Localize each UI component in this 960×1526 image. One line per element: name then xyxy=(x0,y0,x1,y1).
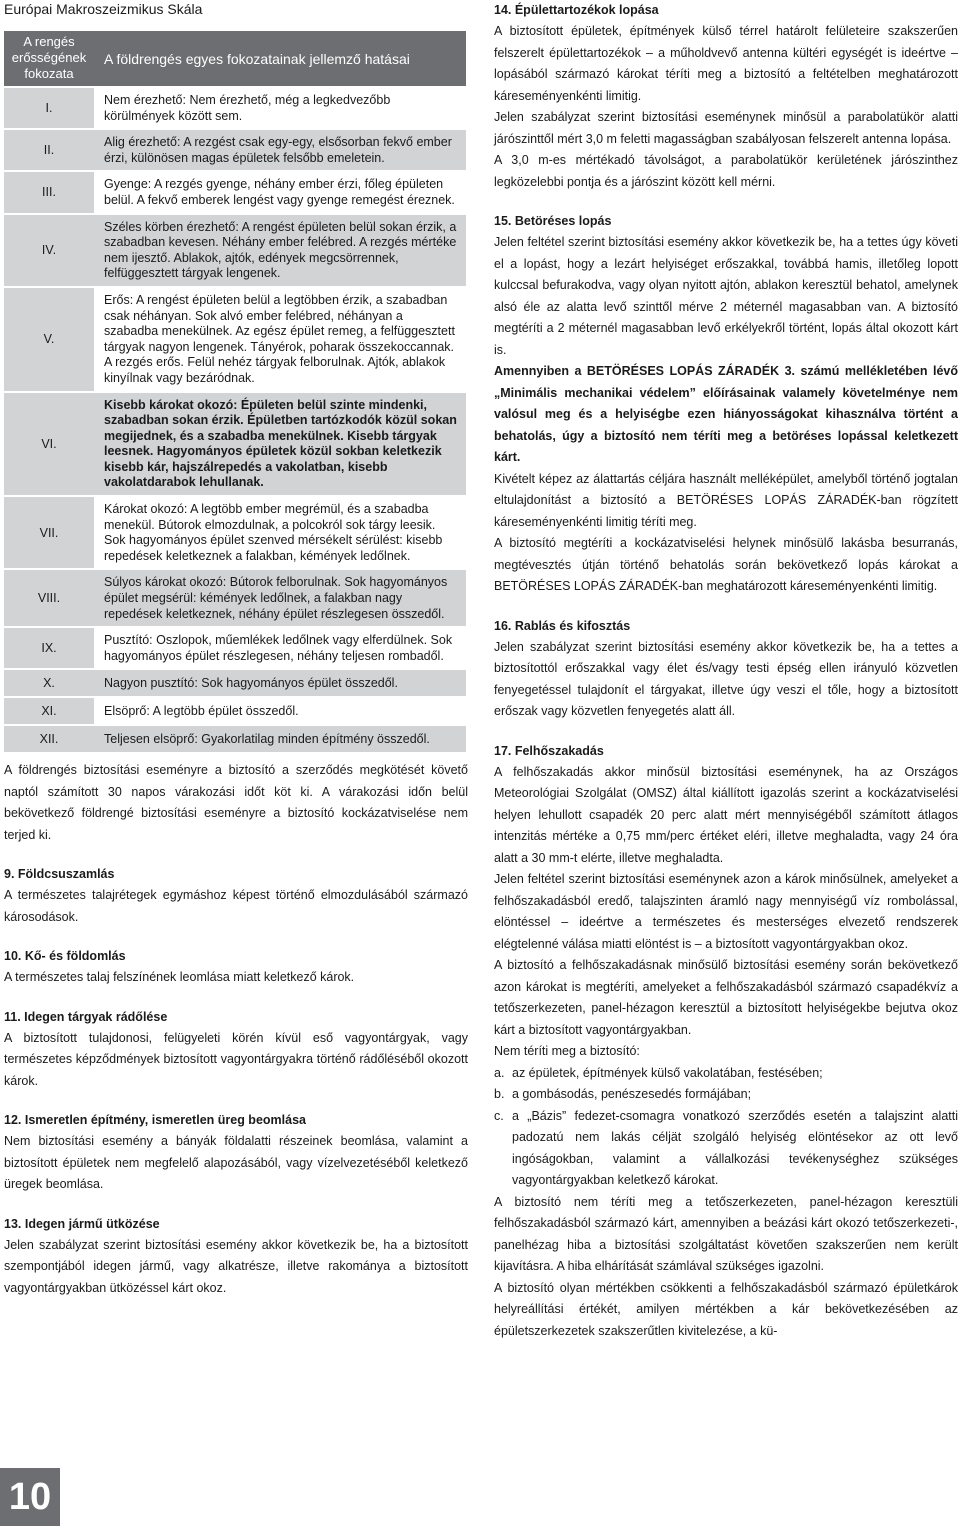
degree-cell: I. xyxy=(4,86,94,128)
section-title: 16. Rablás és kifosztás xyxy=(494,618,631,633)
section-11 xyxy=(4,1007,468,1093)
degree-cell: VI. xyxy=(4,391,94,496)
section-text: Jelen szabályzat szerint biztosítási esemény akkor következik be, ha a biztosított szempontjából idegen jármű, vagy alkatrésze, illetve rakománya a biztosított vagyontárgyakban ütközéssel kárt okoz. xyxy=(4,1237,468,1295)
paragraph: Nem téríti meg a biztosító: xyxy=(494,1044,640,1058)
section-title: 9. Földcsuszamlás xyxy=(4,867,115,882)
effect-cell: Teljesen elsöprő: Gyakorlatilag minden építmény összedől. xyxy=(94,724,466,752)
section-13 xyxy=(4,1214,468,1300)
section-title: 13. Idegen jármű ütközése xyxy=(4,1216,160,1231)
list-item xyxy=(494,1063,958,1085)
list-item xyxy=(494,1106,958,1192)
list-marker: b. xyxy=(494,1087,505,1101)
section-text: A természetes talajrétegek egymáshoz képest történő elmozdulásából származó károsodások. xyxy=(4,888,468,924)
effect-cell: Széles körben érezhető: A rengést épületen belül sokan érzik, a szabadban kevesen. Néhány ember felébred. A rezgés mértéke nem ijesztő. Ablakok, ajtók, edények megcsörrennek, felfüggesztett tárgyak lengenek. xyxy=(94,213,466,286)
right-column xyxy=(494,0,958,1342)
degree-cell: XI. xyxy=(4,696,94,724)
effect-cell: Gyenge: A rezgés gyenge, néhány ember érzi, főleg épületen belül. A fekvő emberek lengést vagy gyenge remegést éreznek. xyxy=(94,170,466,212)
list-text: a „Bázis” fedezet-csomagra vonatkozó szerződés esetén a talajszint alatti padozatú nem lakás céljät szolgáló helyiség elöntésekor az ott levő ingóságokban, valamint a vállalkozási tevékenységhez szükséges vagyontárgyakban keletkező károkat. xyxy=(512,1108,958,1187)
list-item xyxy=(494,1084,958,1106)
section-title: 12. Ismeretlen építmény, ismeretlen üreg beomlása xyxy=(4,1113,306,1128)
degree-cell: VII. xyxy=(4,495,94,568)
degree-cell: II. xyxy=(4,128,94,170)
degree-cell: VIII. xyxy=(4,568,94,626)
section-text: Nem biztosítási esemény a bányák földalatti részeinek beomlása, valamint a biztosított épületek nem megfelelő alapozásából, vagy vízelvezetéséből keletkező üregek beomlása. xyxy=(4,1134,468,1192)
paragraph: Kivételt képez az álattartás céljára használt melléképület, amelyből történő jogtalan eltulajdonítást a biztosító a BETÖRÉSES LOPÁS ZÁRADÉK-ban rögzített káreseményenkénti limitig téríti meg. xyxy=(494,471,958,529)
degree-cell: X. xyxy=(4,668,94,696)
paragraph: A biztosító a felhőszakadásnak minősülő biztosítási esemény során bekövetkező azon károkat is megtéríti, amelyeket a felhőszakadásból származó csapadékvíz a tetőszerkezeten, panel-hézagon keresztül a biztosított helyiségekbe bejutva okoz kárt a biztosított vagyontárgyakban. xyxy=(494,958,958,1037)
table-row xyxy=(4,86,466,128)
table-row xyxy=(4,495,466,568)
degree-cell: IV. xyxy=(4,213,94,286)
effect-cell: Nem érezhető: Nem érezhető, még a legkedvezőbb körülmények között sem. xyxy=(94,86,466,128)
paragraph: Jelen feltétel szerint biztosítási esemény akkor következik be, ha a tettes úgy követi el a lopást, hogy a lezárt helyiséget erőszakkal, továbbá hamis, illetőleg lopott kulccsal befurakodva, vagy olyan nyitott ajtón, ablakon keresztül behatol, amelynek alsó éle az alatta levő szinttől mérve 2 méternél magasabban van. A biztosító megtéríti a 2 méternél magasabban levő erkélyekről történt, lopás által okozott kárt is. xyxy=(494,235,958,357)
effect-cell: Elsöprő: A legtöbb épület összedől. xyxy=(94,696,466,724)
table-header-row xyxy=(4,31,466,86)
header-effects: A földrengés egyes fokozatainak jellemző hatásai xyxy=(94,31,466,86)
scale-table xyxy=(4,31,466,752)
section-text: A biztosított tulajdonosi, felügyeleti körén kívül eső vagyontárgyak, vagy természetes képződmények biztosított vagyontárgyakra történő rádőléséből okozott károk. xyxy=(4,1030,468,1088)
effect-cell: Alig érezhető: A rezgést csak egy-egy, elsősorban fekvő ember érzi, különösen magas épületek felsőbb emeletein. xyxy=(94,128,466,170)
effect-cell: Kisebb károkat okozó: Épületen belül szinte mindenki, szabadban sokan érzik. Épületben tartózkodók közül sokan megijednek, és a szabadba menekülnek. Kisebb tárgyak leesnek. Hagyományos épületek közül sokban keletkezik kisebb kár, hajszálrepedés a vakolatban, kisebb vakolatdarabok lehullanak. xyxy=(94,391,466,496)
paragraph: Jelen feltétel szerint biztosítási eseménynek azon a károk minősülnek, amelyeket a felhőszakadásból eredő, talajszinten áramló nagy mennyiségű víz rombolással, elöntéssel – ideértve a természetes és mesterséges elvezető rendszerek elégtelenné válása miatti elöntést is – a biztosított vagyontárgyakban okoz. xyxy=(494,872,958,951)
effect-cell: Károkat okozó: A legtöbb ember megrémül, és a szabadba menekül. Bútorok elmozdulnak, a polcokról sok tárgy leesik. Sok hagyományos épület szenved mérsékelt sérülést: kisebb repedések keletkeznek a falakban, kémények ledőlnek. xyxy=(94,495,466,568)
table-row xyxy=(4,213,466,286)
paragraph: A biztosító nem téríti meg a tetőszerkezeten, panel-hézagon keresztüli felhőszakadásból származó kárt, amennyiben a beázási kárt okozó tetőszerkezeti-, panelhézag hiba a biztosítási szolgáltatást követően szakszerűen nem került kijavításra. A hiba elhárítását számlával szükséges igazolni. xyxy=(494,1194,958,1273)
paragraph: A felhőszakadás akkor minősül biztosítási eseménynek, ha az Országos Meteorológiai Szolgálat (OMSZ) által kiállított igazolás szerint a kockázatviselési helyen lehullott csapadék 20 perc alatt mért mennyiségéből számított átlagos intenzitás mértéke a 0,75 mm/perc értéket eléri, illetve meghaladta, vagy 24 óra alatt a 30 mm-t elérte, illetve meghaladta. xyxy=(494,764,958,865)
paragraph: A 3,0 m-es mértékadó távolságot, a parabolatükör kerületének járószinthez legközelebbi pontja és a járószint között kell mérni. xyxy=(494,153,958,189)
degree-cell: III. xyxy=(4,170,94,212)
table-row xyxy=(4,626,466,668)
section-9 xyxy=(4,864,468,928)
paragraph: Jelen szabályzat szerint biztosítási eseménynek minősül a parabolatükör alatti járószinttől mért 3,0 m feletti magasságban szabályosan felszerelt antenna lopása. xyxy=(494,110,958,146)
section-14 xyxy=(494,0,958,193)
header-degree: A rengés erősségének fokozata xyxy=(4,31,94,86)
table-row xyxy=(4,286,466,391)
effect-cell: Erős: A rengést épületen belül a legtöbben érzik, a szabadban csak néhányan. Sok alvó ember felébred, néhányan a szabadba menekülnek. Az egész épület remeg, a felfüggesztett tárgyak nagyon lengenek. Tányérok, poharak összekoccannak. A rezgés erős. Felül nehéz tárgyak felborulnak. Ajtók, ablakok kinyílnak vagy bezáródnak. xyxy=(94,286,466,391)
section-title: 17. Felhőszakadás xyxy=(494,743,604,758)
paragraph: Jelen szabályzat szerint biztosítási esemény akkor következik be, ha a tettes a biztosítottól erőszakkal vagy élet és/vagy testi épség ellen irányuló közvetlen fenyegetéssel tulajdonít el tárgyakat, illetve úgy veszi el tőle, hogy a biztosított erőszak vagy közvetlen fenyegetés alatt áll. xyxy=(494,639,958,718)
paragraph-bold: Amennyiben a BETÖRÉSES LOPÁS ZÁRADÉK 3. számú mellékletében lévő „Minimális mechanikai védelem” előírásainak valamely követelménye nem valósul meg és a helyiségbe ezen hiányosságokat kihasználva történt a behatolás, úgy a biztosító nem téríti meg a betöréses lopással keletkezett kárt. xyxy=(494,364,958,464)
scale-title: Európai Makroszeizmikus Skála xyxy=(4,1,203,17)
degree-cell: XII. xyxy=(4,724,94,752)
table-row xyxy=(4,128,466,170)
table-row xyxy=(4,391,466,496)
section-title: 10. Kő- és földomlás xyxy=(4,949,126,964)
left-column xyxy=(4,0,468,1299)
section-title: 11. Idegen tárgyak rádőlése xyxy=(4,1009,168,1024)
effect-cell: Pusztító: Oszlopok, műemlékek ledőlnek vagy elferdülnek. Sok hagyományos épület részlegesen, néhány teljesen rombadől. xyxy=(94,626,466,668)
section-title: 15. Betöréses lopás xyxy=(494,214,612,228)
page-number: 10 xyxy=(0,1468,60,1526)
list-text: a gombásodás, penészesedés formájában; xyxy=(512,1087,752,1101)
waiting-period-text: A földrengés biztosítási eseményre a biztosító a szerződés megkötését követő naptól számított 30 napos várakozási időt köt ki. A várakozási időn belül bekövetkező földrengé biztosítási eseményre a biztosító kockázatviselése nem terjed ki. xyxy=(4,763,468,842)
table-row xyxy=(4,170,466,212)
effect-cell: Nagyon pusztító: Sok hagyományos épület összedől. xyxy=(94,668,466,696)
list-marker: c. xyxy=(494,1108,504,1123)
degree-cell: IX. xyxy=(4,626,94,668)
table-row xyxy=(4,724,466,752)
table-row xyxy=(4,668,466,696)
paragraph: A biztosító olyan mértékben csökkenti a felhőszakadásból származó épületkárok helyreállítási értékét, amilyen mértékben a kár bekövetkezésében az épületszerkezetek szakszerűtlen kivitelezése, a kü- xyxy=(494,1280,958,1338)
table-row xyxy=(4,568,466,626)
paragraph: A biztosított épületek, építmények külső térrel határolt felületeire szakszerűen felszerelt épülettartozékok – a műholdvevő antenna kültéri egységét is ideértve – lopásából származó károkat téríti meg a biztosító a feltételben meghatározott káreseményenkénti limitig. xyxy=(494,24,958,103)
section-17 xyxy=(494,741,958,1343)
section-text: A természetes talaj felszínének leomlása miatt keletkező károk. xyxy=(4,970,355,985)
section-15 xyxy=(494,211,958,598)
section-12 xyxy=(4,1110,468,1196)
table-row xyxy=(4,696,466,724)
exclusion-list xyxy=(494,1063,958,1192)
section-10 xyxy=(4,946,468,989)
section-title: 14. Épülettartozékok lopása xyxy=(494,3,659,17)
section-16 xyxy=(494,616,958,723)
list-marker: a. xyxy=(494,1065,505,1080)
effect-cell: Súlyos károkat okozó: Bútorok felborulnak. Sok hagyományos épület megsérül: kémények ledőlnek, a falakban nagy repedések keletkeznek, néhány épület részlegesen összedől. xyxy=(94,568,466,626)
paragraph: A biztosító megtéríti a kockázatviselési helynek minősülő lakásba besurranás, megtévesztés útján történő behatolás során bekövetkező lopás károkat a BETÖRÉSES LOPÁS ZÁRADÉK-ban meghatározott káreseményenkénti limitig. xyxy=(494,536,958,593)
list-text: az épületek, építmények külső vakolatában, festésében; xyxy=(512,1065,823,1080)
degree-cell: V. xyxy=(4,286,94,391)
